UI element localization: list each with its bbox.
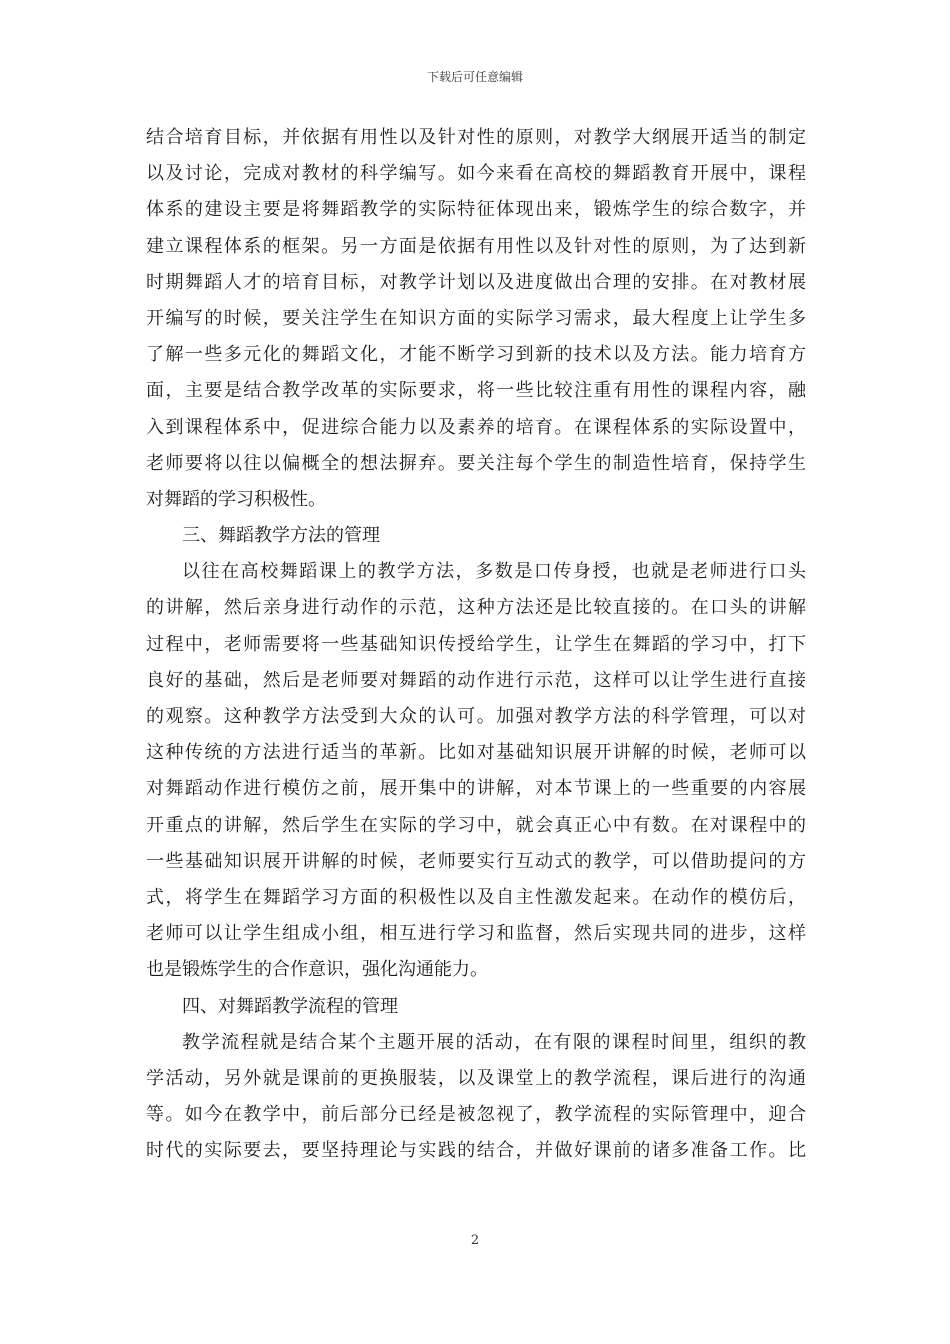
body-text-line: 建立课程体系的框架。另一方面是依据有用性以及针对性的原则，为了达到新: [146, 235, 806, 257]
body-text-line: 入到课程体系中，促进综合能力以及素养的培育。在课程体系的实际设置中，: [146, 416, 806, 438]
body-text-line: 过程中，老师需要将一些基础知识传授给学生，让学生在舞蹈的学习中，打下: [146, 633, 806, 655]
body-text-line: 体系的建设主要是将舞蹈教学的实际特征体现出来，锻炼学生的综合数字，并: [146, 199, 806, 221]
body-text-line: 等。如今在教学中，前后部分已经是被忽视了，教学流程的实际管理中，迎合: [146, 1104, 806, 1126]
body-text-line: 老师可以让学生组成小组，相互进行学习和监督，然后实现共同的进步，这样: [146, 923, 806, 945]
body-text-line: 一些基础知识展开讲解的时候，老师要实行互动式的教学，可以借助提问的方: [146, 850, 806, 872]
body-text-line: 老师要将以往以偏概全的想法摒弃。要关注每个学生的制造性培育，保持学生: [146, 452, 806, 474]
section-heading: 四、对舞蹈教学流程的管理: [182, 995, 398, 1017]
body-text-line: 时代的实际要去，要坚持理论与实践的结合，并做好课前的诸多准备工作。比: [146, 1140, 806, 1162]
body-text-line: 良好的基础，然后是老师要对舞蹈的动作进行示范，这样可以让学生进行直接: [146, 669, 806, 691]
body-text-line: 对舞蹈的学习积极性。: [146, 488, 326, 510]
body-text-line: 以往在高校舞蹈课上的教学方法，多数是口传身授，也就是老师进行口头: [182, 561, 806, 583]
body-text-line: 的讲解，然后亲身进行动作的示范，这种方法还是比较直接的。在口头的讲解: [146, 597, 806, 619]
body-text-line: 开重点的讲解，然后学生在实际的学习中，就会真正心中有数。在对课程中的: [146, 814, 806, 836]
body-text-line: 以及讨论，完成对教材的科学编写。如今来看在高校的舞蹈教育开展中，课程: [146, 163, 806, 185]
body-text-line: 面，主要是结合教学改革的实际要求，将一些比较注重有用性的课程内容，融: [146, 380, 806, 402]
body-text-line: 教学流程就是结合某个主题开展的活动，在有限的课程时间里，组织的教: [182, 1031, 806, 1053]
body-text-line: 了解一些多元化的舞蹈文化，才能不断学习到新的技术以及方法。能力培育方: [146, 344, 806, 366]
document-body: [146, 120, 806, 1169]
page-number: 2: [470, 1233, 480, 1248]
section-heading: 三、舞蹈教学方法的管理: [182, 525, 380, 547]
body-text-line: 的观察。这种教学方法受到大众的认可。加强对教学方法的科学管理，可以对: [146, 706, 806, 727]
body-text-line: 开编写的时候，要关注学生在知识方面的实际学习需求，最大程度上让学生多: [146, 307, 806, 329]
body-text-line: 式，将学生在舞蹈学习方面的积极性以及自主性激发起来。在动作的模仿后，: [146, 886, 806, 908]
body-text-line: 结合培育目标，并依据有用性以及针对性的原则，对教学大纲展开适当的制定: [146, 127, 806, 148]
body-text-line: 时期舞蹈人才的培育目标，对教学计划以及进度做出合理的安排。在对教材展: [146, 271, 806, 293]
body-text-line: 这种传统的方法进行适当的革新。比如对基础知识展开讲解的时候，老师可以: [146, 742, 806, 764]
body-text-line: 学活动，另外就是课前的更换服装，以及课堂上的教学流程，课后进行的沟通: [146, 1067, 806, 1089]
page-header: 下载后可任意编辑: [426, 70, 523, 84]
body-text-line: 也是锻炼学生的合作意识，强化沟通能力。: [146, 959, 488, 981]
body-text-line: 对舞蹈动作进行模仿之前，展开集中的讲解，对本节课上的一些重要的内容展: [146, 778, 806, 800]
